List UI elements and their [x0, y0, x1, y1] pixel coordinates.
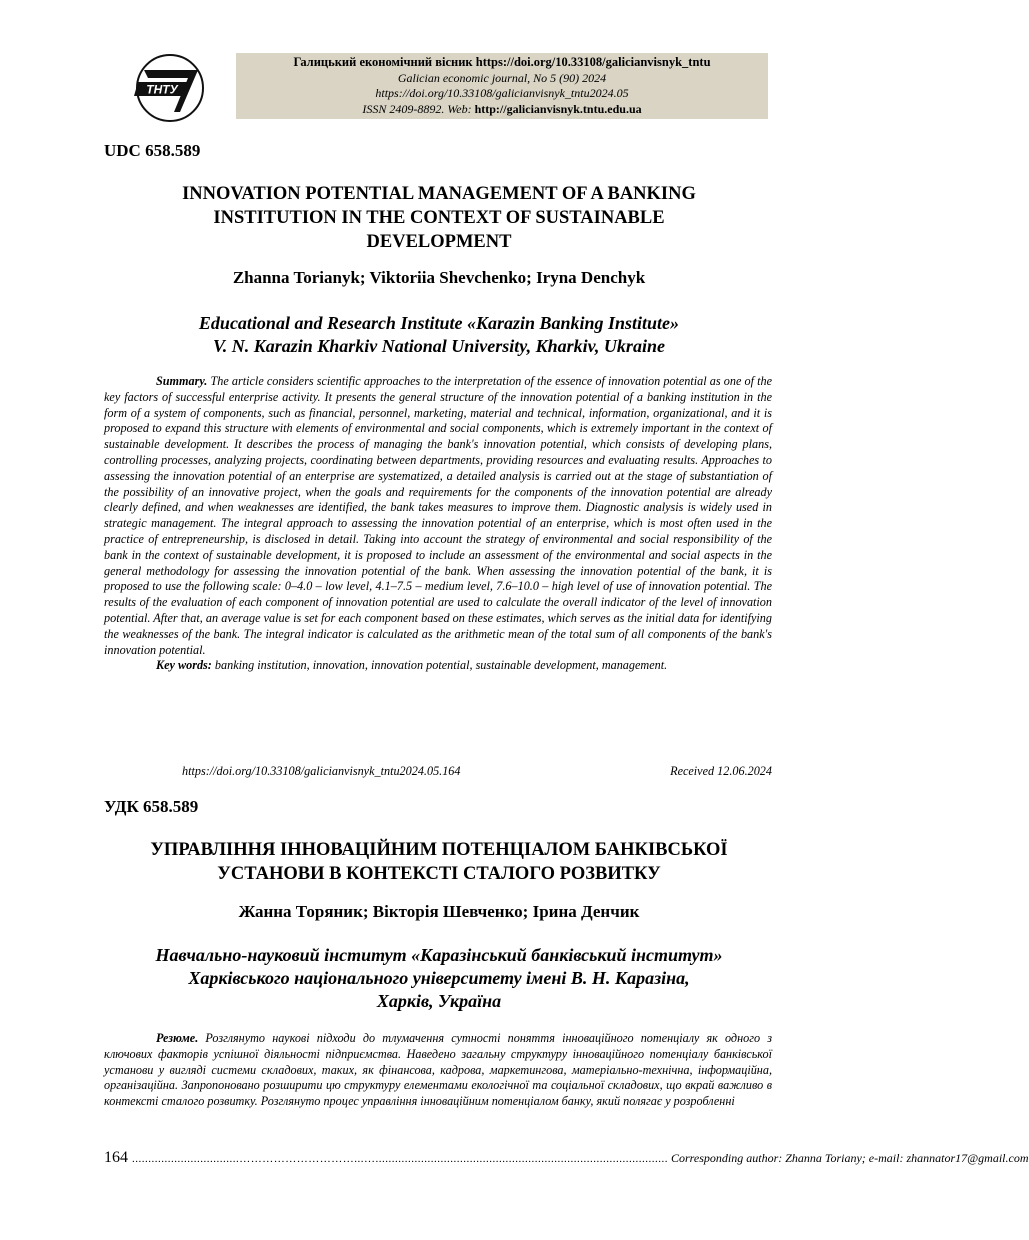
keywords-text: banking institution, innovation, innovation potential, sustainable development, management. — [211, 658, 668, 673]
journal-website-link[interactable]: http://galicianvisnyk.tntu.edu.ua — [474, 101, 642, 116]
summary-label-ua: Резюме. — [156, 1031, 199, 1045]
affiliation-line: V. N. Karazin Kharkiv National University, Kharkiv, Ukraine — [213, 336, 665, 356]
udc-code-ua: УДК 658.589 — [104, 797, 199, 816]
summary-paragraph-ua — [104, 1031, 772, 1110]
journal-header — [236, 53, 768, 119]
logo-text: ТНТУ — [146, 82, 178, 97]
title-line: DEVELOPMENT — [366, 232, 512, 252]
title-line-ua: УПРАВЛІННЯ ІННОВАЦІЙНИМ ПОТЕНЦІАЛОМ БАНКІВСЬКОЇ — [150, 840, 728, 860]
header-line-2: Galician economic journal, No 5 (90) 2024 — [397, 70, 607, 85]
article-doi-link[interactable]: https://doi.org/10.33108/galicianvisnyk_tntu2024.05.164 — [182, 764, 461, 778]
affiliation-line-ua: Харків, Україна — [376, 991, 502, 1011]
page-number: 164 — [104, 1149, 128, 1166]
authors-ua: Жанна Торяник; Вікторія Шевченко; Ірина Денчик — [238, 902, 640, 921]
title-line: INNOVATION POTENTIAL MANAGEMENT OF A BANKING — [182, 184, 696, 204]
summary-label: Summary. — [156, 374, 208, 388]
affiliation-ua — [104, 944, 774, 1013]
summary-paragraph — [104, 374, 772, 658]
page-footer — [104, 1149, 1029, 1167]
affiliation-line-ua: Навчально-науковий інститут «Каразінський банківський інститут» — [155, 945, 723, 965]
header-line-4 — [236, 102, 768, 118]
summary-text-ua: Розглянуто наукові підходи до тлумачення сутності поняття інноваційного потенціалу як одного з ключових факторів успішної діяльності підприємства. Наведено загальну структуру інноваційного потенціалу банківської установи у вигляді системи складових, таких, як фінансова, кадрова, маркетингова, матеріально-технічна, інформаційна, організаційна. Запропоновано розширити цю структуру елементами екологічної та соціальної складових, що вкрай важливо в контексті сталого розвитку. Розглянуто процес управління інноваційним потенціалом банку, який полягає у розробленні — [104, 1031, 772, 1109]
footer-leader-dots: .................................…………………………...….......................................................................................... — [132, 1153, 668, 1165]
article-title — [104, 182, 774, 254]
udc-code: UDC 658.589 — [104, 141, 201, 160]
title-line-ua: УСТАНОВИ В КОНТЕКСТІ СТАЛОГО РОЗВИТКУ — [217, 864, 661, 884]
header-line-3: https://doi.org/10.33108/galicianvisnyk_tntu2024.05 — [375, 86, 629, 100]
summary — [104, 374, 772, 674]
header-line-1: Галицький економічний вісник https://doi.org/10.33108/galicianvisnyk_tntu — [293, 55, 711, 69]
keywords-label: Key words: — [156, 658, 212, 673]
article-title-ua — [104, 838, 774, 886]
received-date: Received 12.06.2024 — [670, 764, 772, 778]
summary-text: The article considers scientific approaches to the interpretation of the essence of innovation potential as one of the key factors of successful enterprise activity. It presents the general structure of the innovation potential of a banking institution in the form of a system of components, such as financial, personnel, marketing, material and technical, information, organizational, and it is proposed to expand this structure with elements of environmental and social components, which is extremely important in the context of sustainable development. It describes the process of managing the bank's innovation potential, which consists of developing plans, controlling processes, analyzing projects, coordinating between departments, providing resources and evaluating results. Approaches to assessing the innovation potential of an enterprise are systematized, a detailed analysis is carried out at the stage of substantiation of the possibility of an innovative project, when the goals and requirements for the components of the innovation potential are already clearly defined, and when weaknesses are identified, the bank takes measures to improve them. Diagnostic analysis is widely used in strategic management. The integral approach to assessing the innovation potential of an enterprise, which is most often used in the practice of entrepreneurship, is disclosed in detail. Taking into account the strategy of environmental and social responsibility of the bank in the context of sustainable development, it is proposed to include an assessment of the environmental and social aspects in the general methodology for assessing the innovation potential of the bank. When assessing the innovation potential of the bank, it is proposed to use the following scale: 0–4.0 – low level, 4.1–7.5 – medium level, 7.6–10.0 – high level of use of innovation potential. The results of the evaluation of each component of innovation potential are used to calculate the overall indicator of the level of innovation potential. After that, an average value is set for each component based on these estimates, which serves as the initial data for identifying the weaknesses of the bank. The integral indicator is calculated as the arithmetic mean of the total sum of all components of the bank's innovation potential. — [104, 374, 772, 657]
issn-text: ISSN 2409-8892. Web: — [362, 101, 475, 116]
corresponding-author: Corresponding author: Zhanna Toriany; e-mail: zhannator17@gmail.com — [671, 1151, 1029, 1165]
title-line: INSTITUTION IN THE CONTEXT OF SUSTAINABLE — [213, 208, 665, 228]
affiliation-line: Educational and Research Institute «Karazin Banking Institute» — [198, 313, 680, 333]
affiliation — [104, 312, 774, 358]
journal-logo — [130, 52, 210, 124]
summary-ua — [104, 1031, 772, 1110]
authors: Zhanna Torianyk; Viktoriia Shevchenko; Iryna Denchyk — [232, 268, 646, 287]
affiliation-line-ua: Харківського національного університету імені В. Н. Каразіна, — [188, 968, 690, 988]
keywords-paragraph — [104, 658, 772, 674]
